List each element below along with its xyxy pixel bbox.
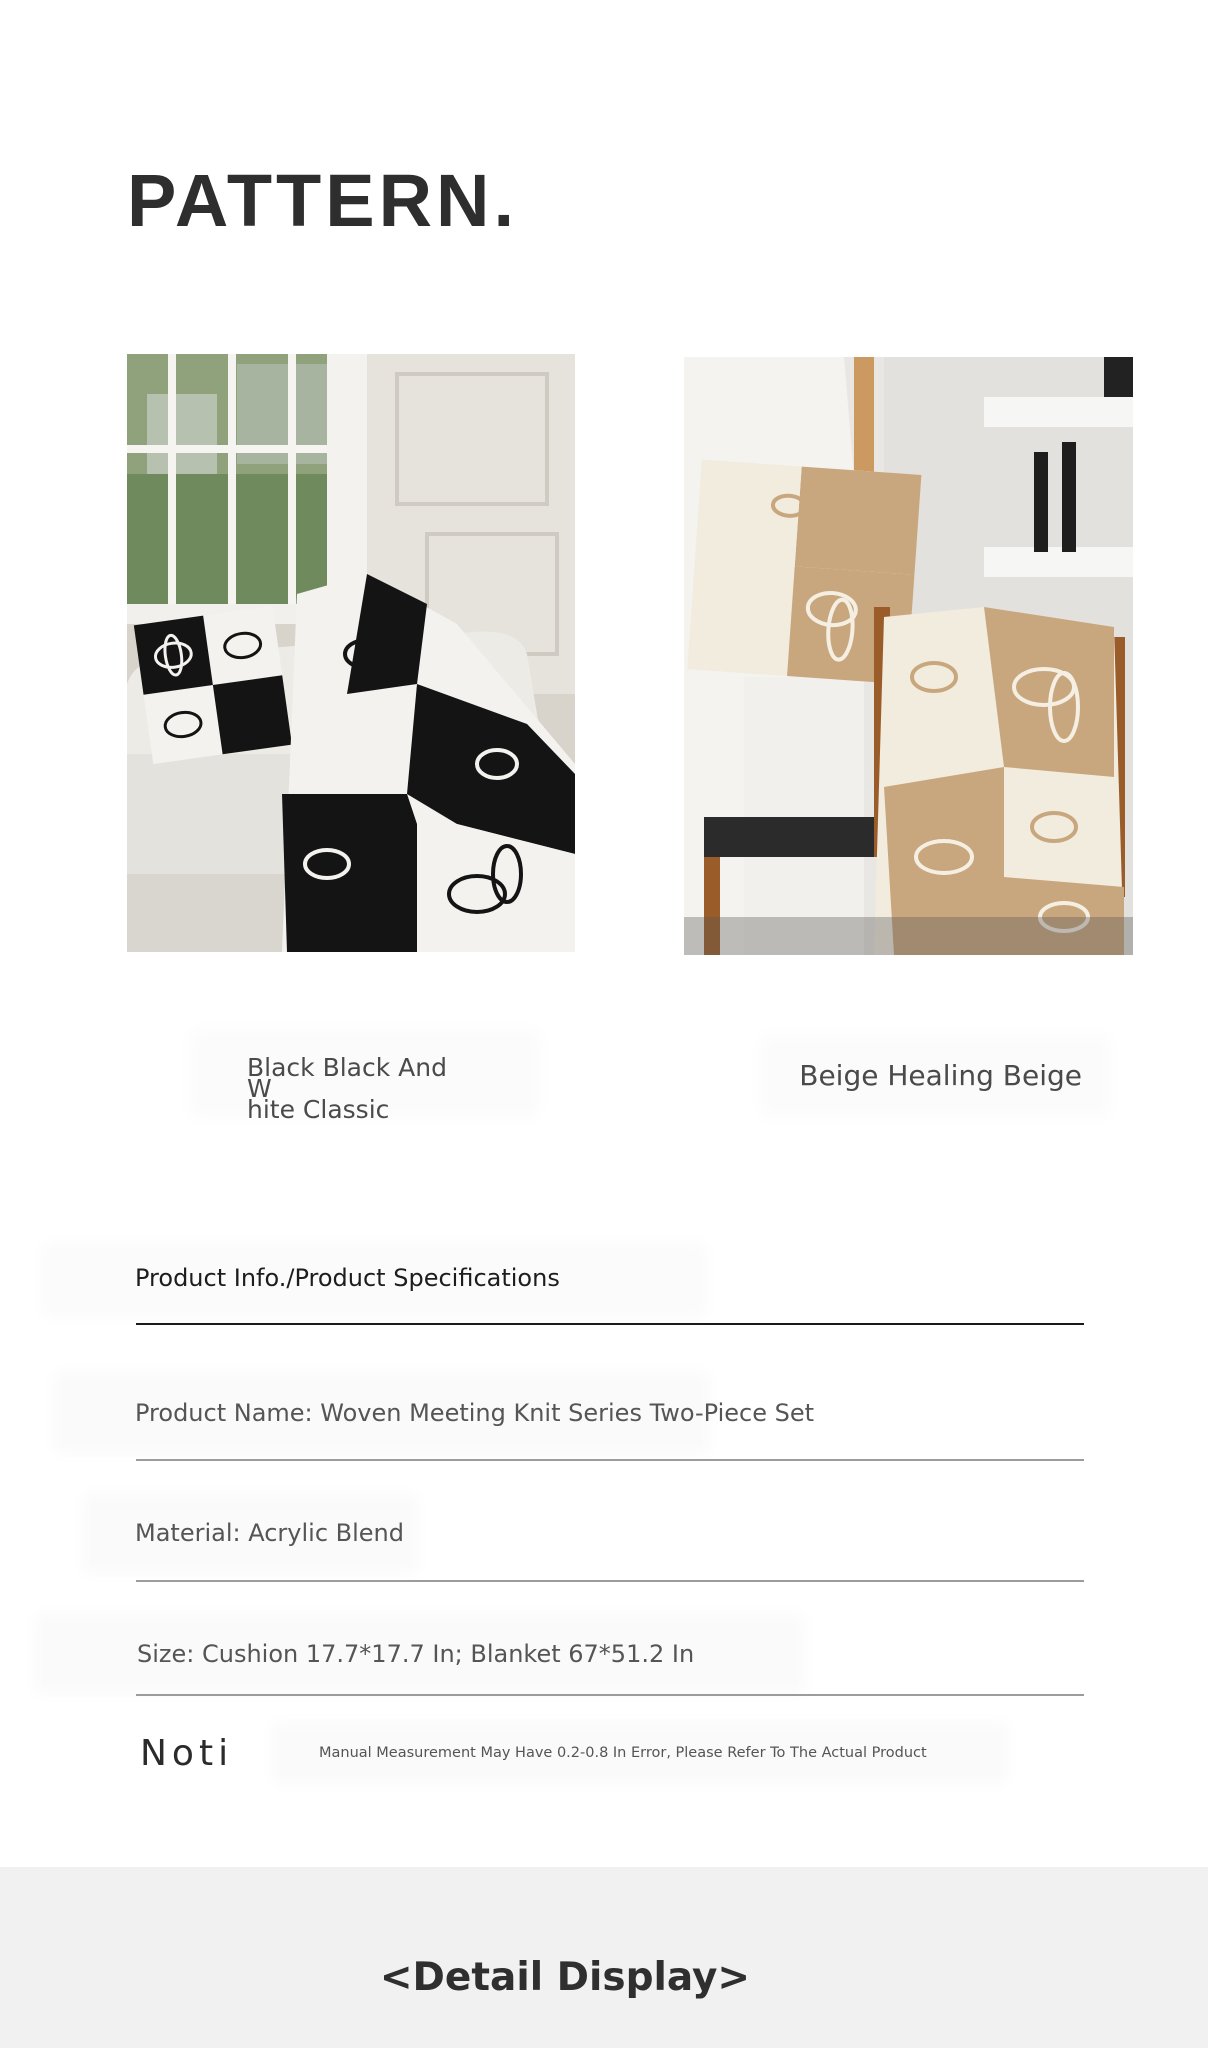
black-white-caption-line1: Black Black And W	[247, 1053, 447, 1103]
notice-text: Manual Measurement May Have 0.2-0.8 In Error, Please Refer To The Actual Product	[319, 1745, 927, 1761]
spec-divider	[136, 1580, 1084, 1582]
heading-divider	[136, 1323, 1084, 1325]
spec-divider	[136, 1459, 1084, 1461]
black-white-caption	[200, 1040, 530, 1124]
product-name-spec: Product Name: Woven Meeting Knit Series Two-Piece Set	[135, 1399, 815, 1427]
detail-display-heading: <Detail Display>	[379, 1955, 751, 2000]
beige-product-image	[684, 357, 1133, 955]
size-spec: Size: Cushion 17.7*17.7 In; Blanket 67*51.2 In	[137, 1640, 695, 1668]
page-title: PATTERN.	[127, 159, 519, 242]
beige-caption: Beige Healing Beige	[770, 1045, 1100, 1107]
product-info-heading: Product Info./Product Specifications	[135, 1264, 560, 1292]
notice-label: Noti	[140, 1733, 234, 1774]
black-white-caption-line2: hite Classic	[247, 1095, 390, 1124]
black-white-product-image	[127, 354, 575, 952]
material-spec: Material: Acrylic Blend	[135, 1519, 404, 1547]
spec-divider	[136, 1694, 1084, 1696]
